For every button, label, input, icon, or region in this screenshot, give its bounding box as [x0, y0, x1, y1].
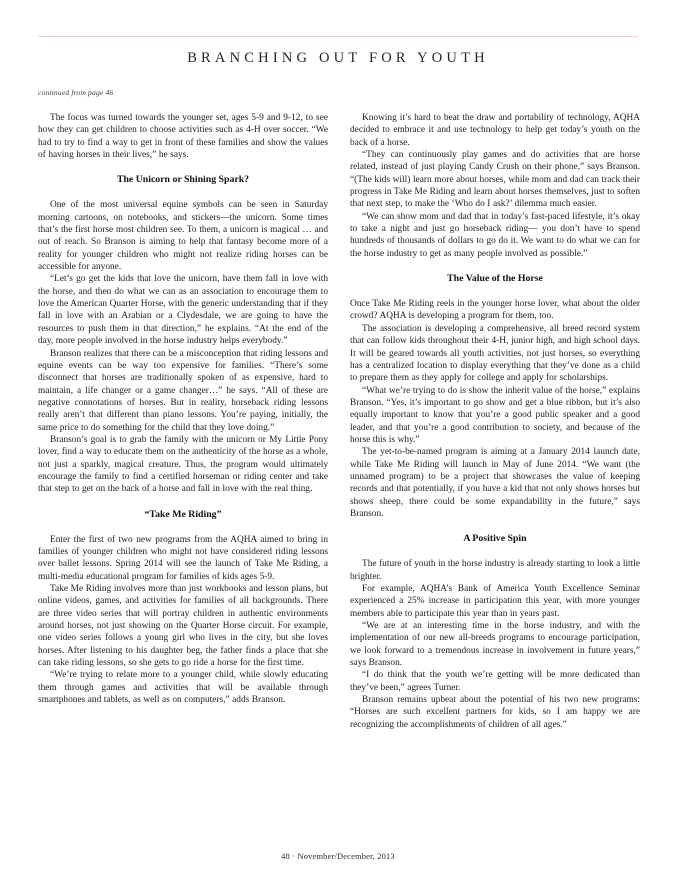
masthead — [38, 36, 638, 67]
section-heading-unicorn: The Unicorn or Shining Spark? — [116, 174, 250, 186]
paragraph: “We are at an interesting time in the horse industry, and with the implementation of our new all-breeds programs to encourage participation, we look forward to a tremendous increase in involvement in future years,” says Branson. — [350, 621, 640, 669]
section-heading-positive-spin: A Positive Spin — [463, 533, 527, 545]
paragraph: “I do think that the youth we’re getting will be more dedicated than they’ve been,” agrees Turner. — [350, 670, 640, 693]
paragraph: The focus was turned towards the younger set, ages 5-9 and 9-12, to see how they can get children to choose activities such as 4-H over soccer. “We had to try to find a way to get in front of these families and show the values of having horses in their lives,” he says. — [38, 113, 328, 161]
paragraph: Once Take Me Riding reels in the younger horse lover, what about the older crowd? AQHA is developing a program for them, too. — [350, 299, 640, 322]
spacer — [350, 545, 640, 558]
spacer — [350, 260, 640, 273]
spacer — [38, 496, 328, 509]
paragraph: The yet-to-be-named program is aiming at a January 2014 launch date, while Take Me Riding will launch in May of June 2014. “We want (the unnamed program) to be a project that showcases the value of keeping records and that potentially, if you have a kid that not only shows horses but shows sheep, there could be some expandability in the future,” says Branson. — [350, 447, 640, 519]
paragraph: Branson realizes that there can be a misconception that riding lessons and equine events can be way too expensive for families. “There’s some disconnect that horses are traditionally spoken of as expensive, hard to maintain, a life changer or a game changer…” he says. “All of these are negative connotations of horses. But in reality, horseback riding lessons really aren’t that different than piano lessons. You’re paying, initially, the same price to do something for the child that they love doing.” — [38, 348, 328, 433]
spacer — [38, 521, 328, 534]
paragraph: The future of youth in the horse industry is already starting to look a little brighter. — [350, 559, 640, 582]
article-columns — [38, 112, 640, 731]
paragraph: The association is developing a comprehensive, all breed record system that can follow kids throughout their 4-H, junior high, and high school days. It will be geared towards all youth activities, not just horses, so everything has a centralized location to display everything that they’ve done as a child to prepare them as they apply for college and apply for scholarships. — [350, 323, 640, 384]
paragraph: Knowing it’s hard to beat the draw and portability of technology, AQHA decided to embrace it and use technology to help get today’s youth on the back of a horse. — [350, 113, 640, 148]
spacer — [38, 186, 328, 199]
paragraph: Branson’s goal is to grab the family with the unicorn or My Little Pony lover, find a way to educate them on the authenticity of the horse as a whole, not just a sparkly, magical creature. Thus, the program would ultimately encourage the family to find a certified horseman or riding center and take that step to get on the back of a horse and fall in love with the real thing. — [38, 434, 328, 495]
paragraph: “Let’s go get the kids that love the unicorn, have them fall in love with the horse, and then do what we can as an association to encourage them to love the American Quarter Horse, with the generic understanding that if they fall in love with an Arabian or a Clydesdale, we are going to have the resources to push them in that direction,” he explains. “At the end of the day, more people involved in the horse industry helps everybody.” — [38, 274, 328, 347]
paragraph: “We’re trying to relate more to a younger child, while slowly educating them through games and activities that will be available through smartphones and tablets, as well as on computers,” adds Branson. — [38, 670, 328, 706]
section-heading-take-me-riding: “Take Me Riding” — [144, 508, 222, 520]
continued-from-note: continued from page 46 — [38, 88, 114, 97]
paragraph: Branson remains upbeat about the potential of his two new programs: “Horses are such excellent partners for kids, so I am happy we are recognizing the accomplishments of children of all ages.” — [350, 695, 640, 730]
page-footer: 48 · November/December, 2013 — [281, 852, 395, 861]
running-head-title: BRANCHING OUT FOR YOUTH — [187, 50, 489, 66]
paragraph: “What we’re trying to do is show the inherit value of the horse,” explains Branson. “Yes, it’s important to go show and get a blue ribbon, but it’s also equally important to know that you’re a good public speaker and a good leader, and that you’re a good contribution to society, and because of the horse this is why.” — [350, 385, 640, 445]
spacer — [38, 161, 328, 174]
paragraph: Enter the first of two new programs from the AQHA aimed to bring in families of younger children who might not have considered riding lessons over ballet lessons. Spring 2014 will see the launch of Take Me Riding, a multi-media educational program for families of kids ages 5-9. — [38, 534, 328, 582]
paragraph: Take Me Riding involves more than just workbooks and lesson plans, but online videos, games, and activities for families of all backgrounds. There are three video series that will portray children in authentic environments around horses, not just showing on the Quarter Horse circuit. For example, one video series follows a young girl who lives in the city, but she loves horses. After listening to his daughter beg, the father finds a place that she can take riding lessons, so she gets to go ride a horse for the first time. — [38, 584, 328, 669]
paragraph: “We can show mom and dad that in today’s fast-paced lifestyle, it’s okay to take a night and just go horseback riding— you don’t have to spend hundreds of thousands of dollars to go do it. We want to do what we can for the horse industry to get as many people involved as possible.” — [350, 211, 640, 259]
paragraph: “They can continuously play games and do activities that are horse related, instead of just playing Candy Crush on their phone,” says Branson. “(The kids will) learn more about horses, while mom and dad can track their progress in Take Me Riding and learn about horses themselves, just to soften that next step, to make the ‘Who do I ask?’ dilemma much easier. — [350, 150, 640, 210]
paragraph: One of the most universal equine symbols can be seen in Saturday morning cartoons, on notebooks, and stickers—the unicorn. Some times that’s the first horse most children see. To them, a unicorn is magical … and out of reach. So Branson is aiming to help that fantasy become more of a reality for younger children who might not realize riding horses can be accessible for anyone. — [38, 200, 328, 273]
spacer — [350, 285, 640, 298]
right-column — [350, 112, 640, 731]
header-divider-rule — [38, 36, 638, 37]
section-heading-value-of-horse: The Value of the Horse — [447, 273, 543, 285]
paragraph: For example, AQHA’s Bank of America Youth Excellence Seminar experienced a 25% increase in participation this year, with more younger members able to participate this year than in years past. — [350, 584, 640, 619]
left-column — [38, 112, 328, 731]
spacer — [350, 520, 640, 533]
